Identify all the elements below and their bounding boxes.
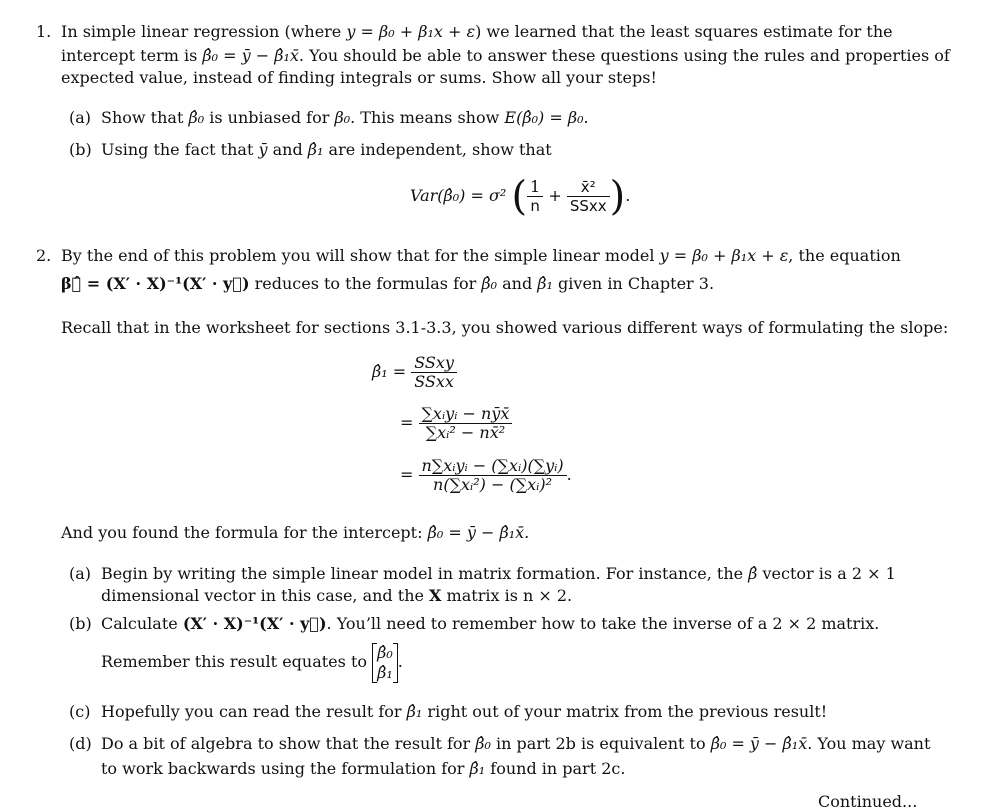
q1b-post: are independent, show that <box>323 140 552 159</box>
slope-lhs: β̂₁ = <box>372 362 407 381</box>
q2a-line-1 <box>101 563 896 585</box>
q1a-expectation-eq: E(β̂₀) = β₀. <box>504 108 589 127</box>
q2c-beta1-hat: β̂₁ <box>406 702 423 721</box>
slope-frac-3-num: n∑xᵢyᵢ − (∑xᵢ)(∑yᵢ) <box>419 457 567 476</box>
var-frac-2-den: SSxx <box>569 197 607 215</box>
q2d-l1-post: . You may want <box>807 734 931 753</box>
q1b-ybar: ȳ <box>258 140 268 159</box>
q2-intercept-line <box>61 522 529 544</box>
slope-eq-3: = <box>400 465 414 484</box>
q1b-beta1-hat: β̂₁ <box>307 140 324 159</box>
slope-derivation-row-1 <box>372 352 457 392</box>
q1-intercept-formula: β̂₀ = ȳ − β̂₁x̄ <box>202 46 299 65</box>
q1a-post: . This means show <box>350 108 505 127</box>
q1a-label: (a) <box>69 108 92 127</box>
q2d-beta1-hat: β̂₁ <box>469 759 486 778</box>
q2-line-2 <box>61 273 714 295</box>
q2-number: 2. <box>36 246 52 265</box>
q1-line-2 <box>61 45 950 67</box>
q2a-beta-hat: β̂ <box>748 564 758 583</box>
q2d-l1-mid: in part 2b is equivalent to <box>490 734 711 753</box>
q2d-line-1 <box>101 733 930 755</box>
q1a-beta0-hat: β̂₀ <box>188 108 205 127</box>
q2-l1-pre: By the end of this problem you will show that for the simple linear model <box>61 246 660 265</box>
slope-eq-2: = <box>400 413 414 432</box>
q2d-beta0-hat: β̂₀ <box>475 734 491 753</box>
q2c-label: (c) <box>69 702 91 721</box>
q2-matrix-formula: β⃗̂ = (X′ · X)⁻¹(X′ · y⃗) <box>61 274 250 293</box>
q2-recall: Recall that in the worksheet for sections 3.1-3.3, you showed various different ways of formulating the slope: <box>61 318 949 337</box>
beta-vector-top: β̂₀ <box>377 642 393 662</box>
slope-derivation-row-2 <box>400 402 512 444</box>
q2-l1-post: , the equation <box>788 246 901 265</box>
q1-model-formula: y = β₀ + β₁x + ε <box>346 22 476 41</box>
slope-frac-2-num: ∑xᵢyᵢ − nȳx̄ <box>419 405 513 424</box>
q2d-l2-pre: to work backwards using the formulation for <box>101 759 470 778</box>
slope-frac-3-den: n(∑xᵢ²) − (∑xᵢ)² <box>433 475 553 494</box>
q2d-intercept-formula: β̂₀ = ȳ − β̂₁x̄ <box>710 734 808 753</box>
var-frac-1-num: 1 <box>527 178 543 197</box>
q2b-label: (b) <box>69 614 92 633</box>
q2d-l2-post: found in part 2c. <box>485 759 626 778</box>
intercept-pre: And you found the formula for the intercept: <box>61 523 428 542</box>
q1b-label: (b) <box>69 140 92 159</box>
slope-frac-1-num: SSxy <box>411 354 457 373</box>
q2b-matrix-formula: (X′ · X)⁻¹(X′ · y⃗) <box>182 614 327 633</box>
q1-l2-pre: intercept term is <box>61 46 203 65</box>
slope-derivation-row-3 <box>400 454 572 496</box>
q1a-pre: Show that <box>101 108 189 127</box>
q1a-beta0: β₀ <box>334 108 351 127</box>
q2b-line-2 <box>101 636 403 688</box>
q2a-l1-post: vector is a 2 × 1 <box>757 564 896 583</box>
slope-frac-3 <box>419 457 567 494</box>
q2a-X: X <box>429 586 442 605</box>
q2d-l1-pre: Do a bit of algebra to show that the result for <box>101 734 476 753</box>
slope-frac-2-den: ∑xᵢ² − nx̄² <box>425 423 506 442</box>
beta-vector-bottom: β̂₁ <box>377 662 393 682</box>
q2c-pre: Hopefully you can read the result for <box>101 702 407 721</box>
var-plus: + <box>548 186 562 205</box>
q2-model-formula: y = β₀ + β₁x + ε <box>659 246 789 265</box>
q1b-mid: and <box>267 140 308 159</box>
q2-l2-mid: reduces to the formulas for <box>249 274 482 293</box>
q2a-l2-post: matrix is n × 2. <box>441 586 573 605</box>
q2d-line-2 <box>101 758 625 780</box>
var-frac-1-den: n <box>530 197 540 215</box>
q2d-label: (d) <box>69 734 92 753</box>
q2b-l1-pre: Calculate <box>101 614 183 633</box>
q2c-post: right out of your matrix from the previous result! <box>422 702 828 721</box>
q2-and: and <box>497 274 538 293</box>
q1-line-1 <box>61 21 893 43</box>
slope-frac-2 <box>419 405 513 442</box>
variance-equation <box>410 174 630 218</box>
q2c-text <box>101 701 827 723</box>
q2b-l2-pre: Remember this result equates to <box>101 652 373 671</box>
left-paren: ( <box>511 173 528 220</box>
q2a-line-2 <box>101 585 572 607</box>
q2b-period: . <box>397 652 403 671</box>
q1-l1-pre: In simple linear regression (where <box>61 22 347 41</box>
q1a-mid: is unbiased for <box>204 108 335 127</box>
q1a-text <box>101 107 589 129</box>
intercept-formula: β̂₀ = ȳ − β̂₁x̄. <box>427 523 530 542</box>
q2a-label: (a) <box>69 564 92 583</box>
q2b-line-1 <box>101 613 879 635</box>
q1b-pre: Using the fact that <box>101 140 259 159</box>
var-frac-2-num: x̄² <box>567 178 610 197</box>
q2a-l2-pre: dimensional vector in this case, and the <box>101 586 430 605</box>
slope-frac-1 <box>411 354 457 391</box>
q2b-l1-post: . You’ll need to remember how to take the inverse of a 2 × 2 matrix. <box>326 614 880 633</box>
variance-lhs: Var(β̂₀) = σ² <box>410 186 507 205</box>
q1-number: 1. <box>36 22 52 41</box>
q2-l2-post: given in Chapter 3. <box>552 274 715 293</box>
var-frac-2 <box>567 178 610 215</box>
var-frac-1 <box>527 178 543 215</box>
q2a-l1-pre: Begin by writing the simple linear model in matrix formation. For instance, the <box>101 564 749 583</box>
slope-frac-1-den: SSxx <box>414 372 454 391</box>
q2-line-1 <box>61 245 901 267</box>
q1b-text <box>101 139 552 161</box>
beta-vector <box>372 643 398 683</box>
q1-l2-post: . You should be able to answer these questions using the rules and properties of <box>298 46 950 65</box>
continued-footer: Continued... <box>818 792 918 811</box>
var-period: . <box>625 186 631 205</box>
right-paren: ) <box>609 173 626 220</box>
q2-beta0-hat: β̂₀ <box>481 274 498 293</box>
q2-beta1-hat: β̂₁ <box>537 274 553 293</box>
q1-l1-post: ) we learned that the least squares estimate for the <box>475 22 893 41</box>
slope-period: . <box>566 465 572 484</box>
q1-line-3: expected value, instead of finding integrals or sums. Show all your steps! <box>61 68 657 87</box>
